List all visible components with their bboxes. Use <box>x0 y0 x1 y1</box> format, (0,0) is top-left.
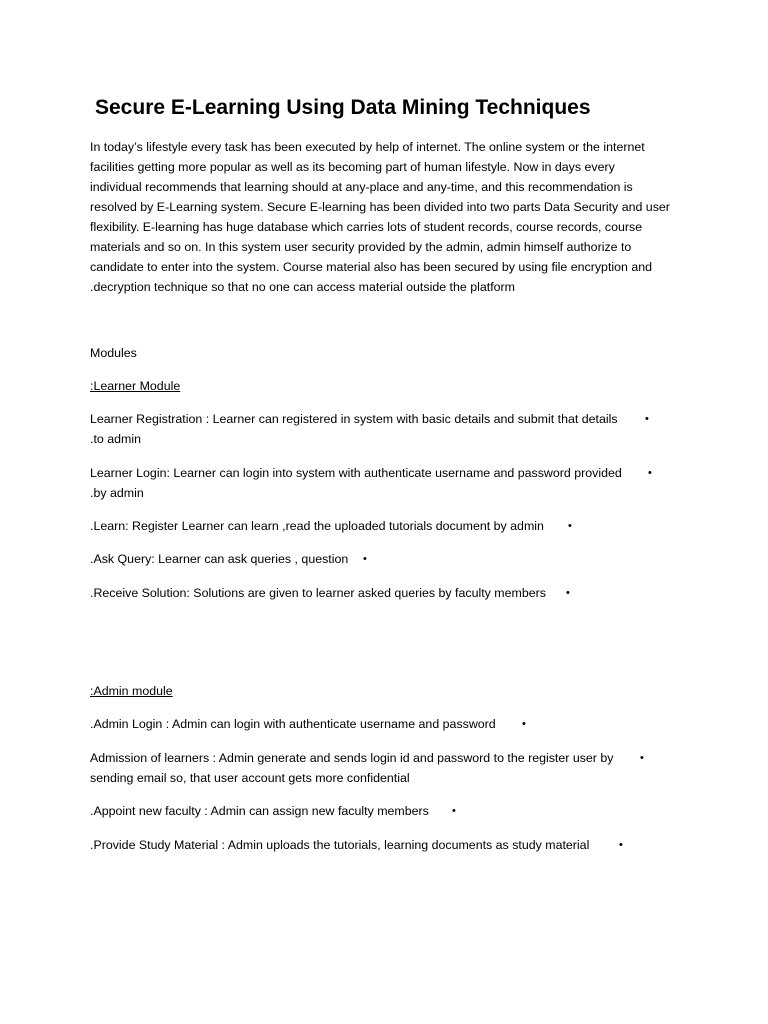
list-item-ask-query <box>90 549 670 569</box>
intro-paragraph <box>90 137 690 297</box>
intro-line: facilities getting more popular as well as its becoming part of human lifestyle. Now in days every <box>90 160 615 174</box>
item-text: .Learn: Register Learner can learn ,read the uploaded tutorials document by admin <box>90 519 544 533</box>
list-item-provide-study-material <box>90 835 670 855</box>
bullet-icon: • <box>568 520 572 532</box>
list-item-admin-login <box>90 714 670 734</box>
list-item-learn <box>90 516 670 536</box>
bullet-icon: • <box>522 718 526 730</box>
bullet-icon: • <box>452 805 456 817</box>
intro-line: materials and so on. In this system user security provided by the admin, admin himself authorize to <box>90 240 632 254</box>
item-text: sending email so, that user account gets more confidential <box>90 771 410 785</box>
intro-line: candidate to enter into the system. Course material also has been secured by using file encryption and <box>90 260 653 274</box>
bullet-icon: • <box>640 752 644 764</box>
item-text: Learner Login: Learner can login into system with authenticate username and password provided <box>90 466 622 480</box>
list-item-appoint-new-faculty <box>90 801 670 821</box>
item-text: .Appoint new faculty : Admin can assign new faculty members <box>90 804 429 818</box>
intro-line: resolved by E-Learning system. Secure E-learning has been divided into two parts Data Security and user <box>90 200 670 214</box>
item-text: .Receive Solution: Solutions are given to learner asked queries by faculty members <box>90 586 546 600</box>
item-text: .Provide Study Material : Admin uploads the tutorials, learning documents as study material <box>90 838 590 852</box>
intro-line: individual recommends that learning should at any-place and any-time, and this recommendation is <box>90 180 633 194</box>
item-text: .to admin <box>90 432 141 446</box>
item-text: .by admin <box>90 486 144 500</box>
intro-line: flexibility. E-learning has huge database which carries lots of student records, course records, course <box>90 220 643 234</box>
list-item-learner-login <box>90 463 670 503</box>
item-text: .Ask Query: Learner can ask queries , question <box>90 552 349 566</box>
admin-module-heading: :Admin module <box>90 684 173 698</box>
list-item-learner-registration <box>90 409 670 449</box>
bullet-icon: • <box>363 553 367 565</box>
item-text: Learner Registration : Learner can registered in system with basic details and submit that details <box>90 412 618 426</box>
modules-heading: Modules <box>90 346 137 360</box>
list-item-admission-of-learners <box>90 748 670 788</box>
item-text: Admission of learners : Admin generate and sends login id and password to the register user by <box>90 751 614 765</box>
bullet-icon: • <box>645 413 649 425</box>
bullet-icon: • <box>566 587 570 599</box>
intro-line: In today’s lifestyle every task has been executed by help of internet. The online system or the internet <box>90 140 645 154</box>
document-title: Secure E-Learning Using Data Mining Techniques <box>95 96 591 119</box>
item-text: .Admin Login : Admin can login with authenticate username and password <box>90 717 496 731</box>
learner-module-heading: :Learner Module <box>90 379 181 393</box>
bullet-icon: • <box>648 467 652 479</box>
list-item-receive-solution <box>90 583 670 603</box>
intro-line: .decryption technique so that no one can access material outside the platform <box>90 280 515 294</box>
bullet-icon: • <box>619 839 623 851</box>
